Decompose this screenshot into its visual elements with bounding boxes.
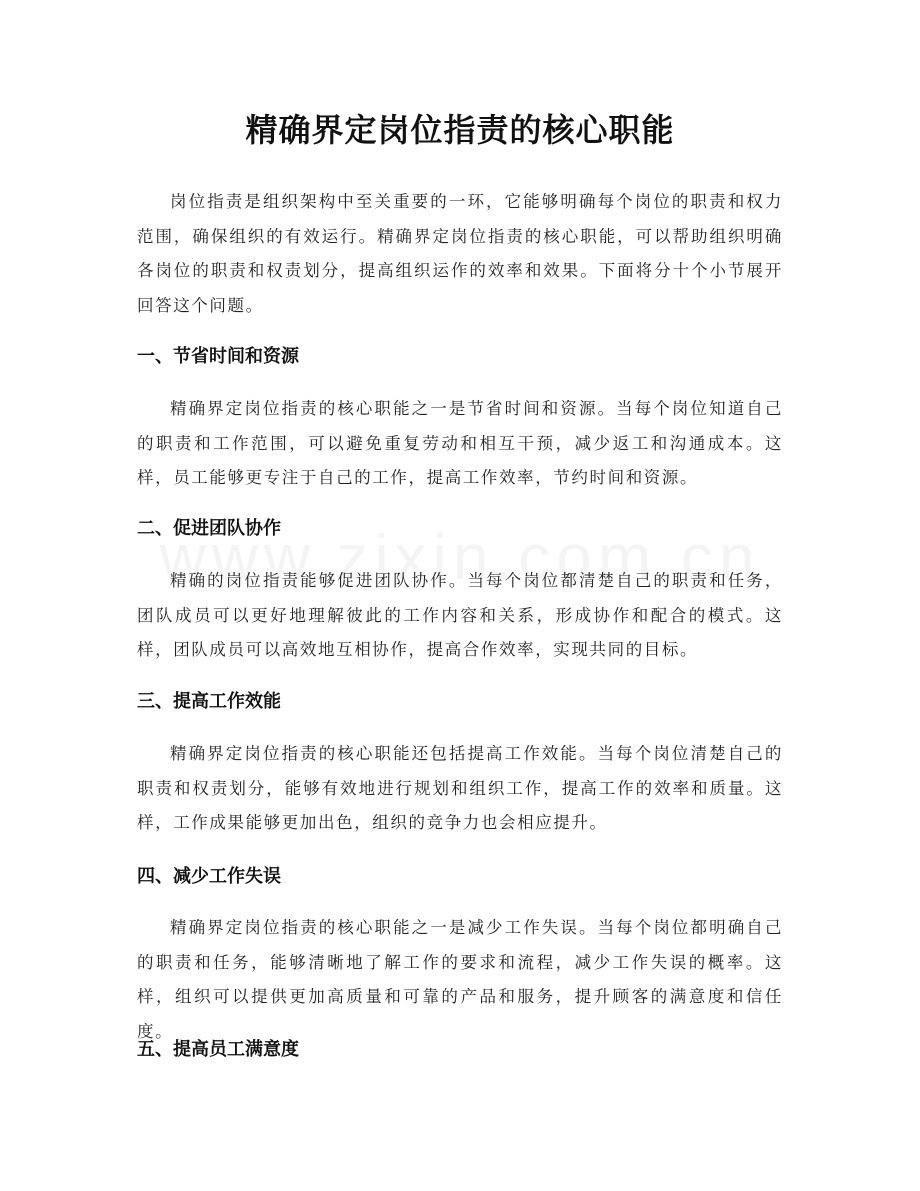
section-heading-1: 一、节省时间和资源	[137, 346, 299, 367]
intro-paragraph: 岗位指责是组织架构中至关重要的一环，它能够明确每个岗位的职责和权力范围，确保组织的有效运行。精确界定岗位指责的核心职能，可以帮助组织明确各岗位的职责和权责划分，提高组织运作的效率和效果。下面将分十个小节展开回答这个问题。	[137, 192, 783, 315]
document-title: 精确界定岗位指责的核心职能	[245, 111, 675, 149]
section-paragraph-1: 精确界定岗位指责的核心职能之一是节省时间和资源。当每个岗位知道自己的职责和工作范围，可以避免重复劳动和相互干预，减少返工和沟通成本。这样，员工能够更专注于自己的工作，提高工作效率，节约时间和资源。	[137, 399, 783, 487]
section-heading-4: 四、减少工作失误	[137, 866, 281, 887]
section-paragraph-4: 精确界定岗位指责的核心职能之一是减少工作失误。当每个岗位都明确自己的职责和任务，能够清晰地了解工作的要求和流程，减少工作失误的概率。这样，组织可以提供更加高质量和可靠的产品和服务，提升顾客的满意度和信任度。	[137, 918, 783, 1041]
section-heading-3: 三、提高工作效能	[137, 691, 281, 712]
section-paragraph-3: 精确界定岗位指责的核心职能还包括提高工作效能。当每个岗位清楚自己的职责和权责划分，能够有效地进行规划和组织工作，提高工作的效率和质量。这样，工作成果能够更加出色，组织的竞争力也会相应提升。	[137, 744, 783, 832]
section-paragraph-2: 精确的岗位指责能够促进团队协作。当每个岗位都清楚自己的职责和任务，团队成员可以更好地理解彼此的工作内容和关系，形成协作和配合的模式。这样，团队成员可以高效地互相协作，提高合作效率，实现共同的目标。	[137, 571, 783, 659]
section-heading-2: 二、促进团队协作	[137, 518, 281, 539]
section-heading-5: 五、提高员工满意度	[137, 1039, 299, 1060]
